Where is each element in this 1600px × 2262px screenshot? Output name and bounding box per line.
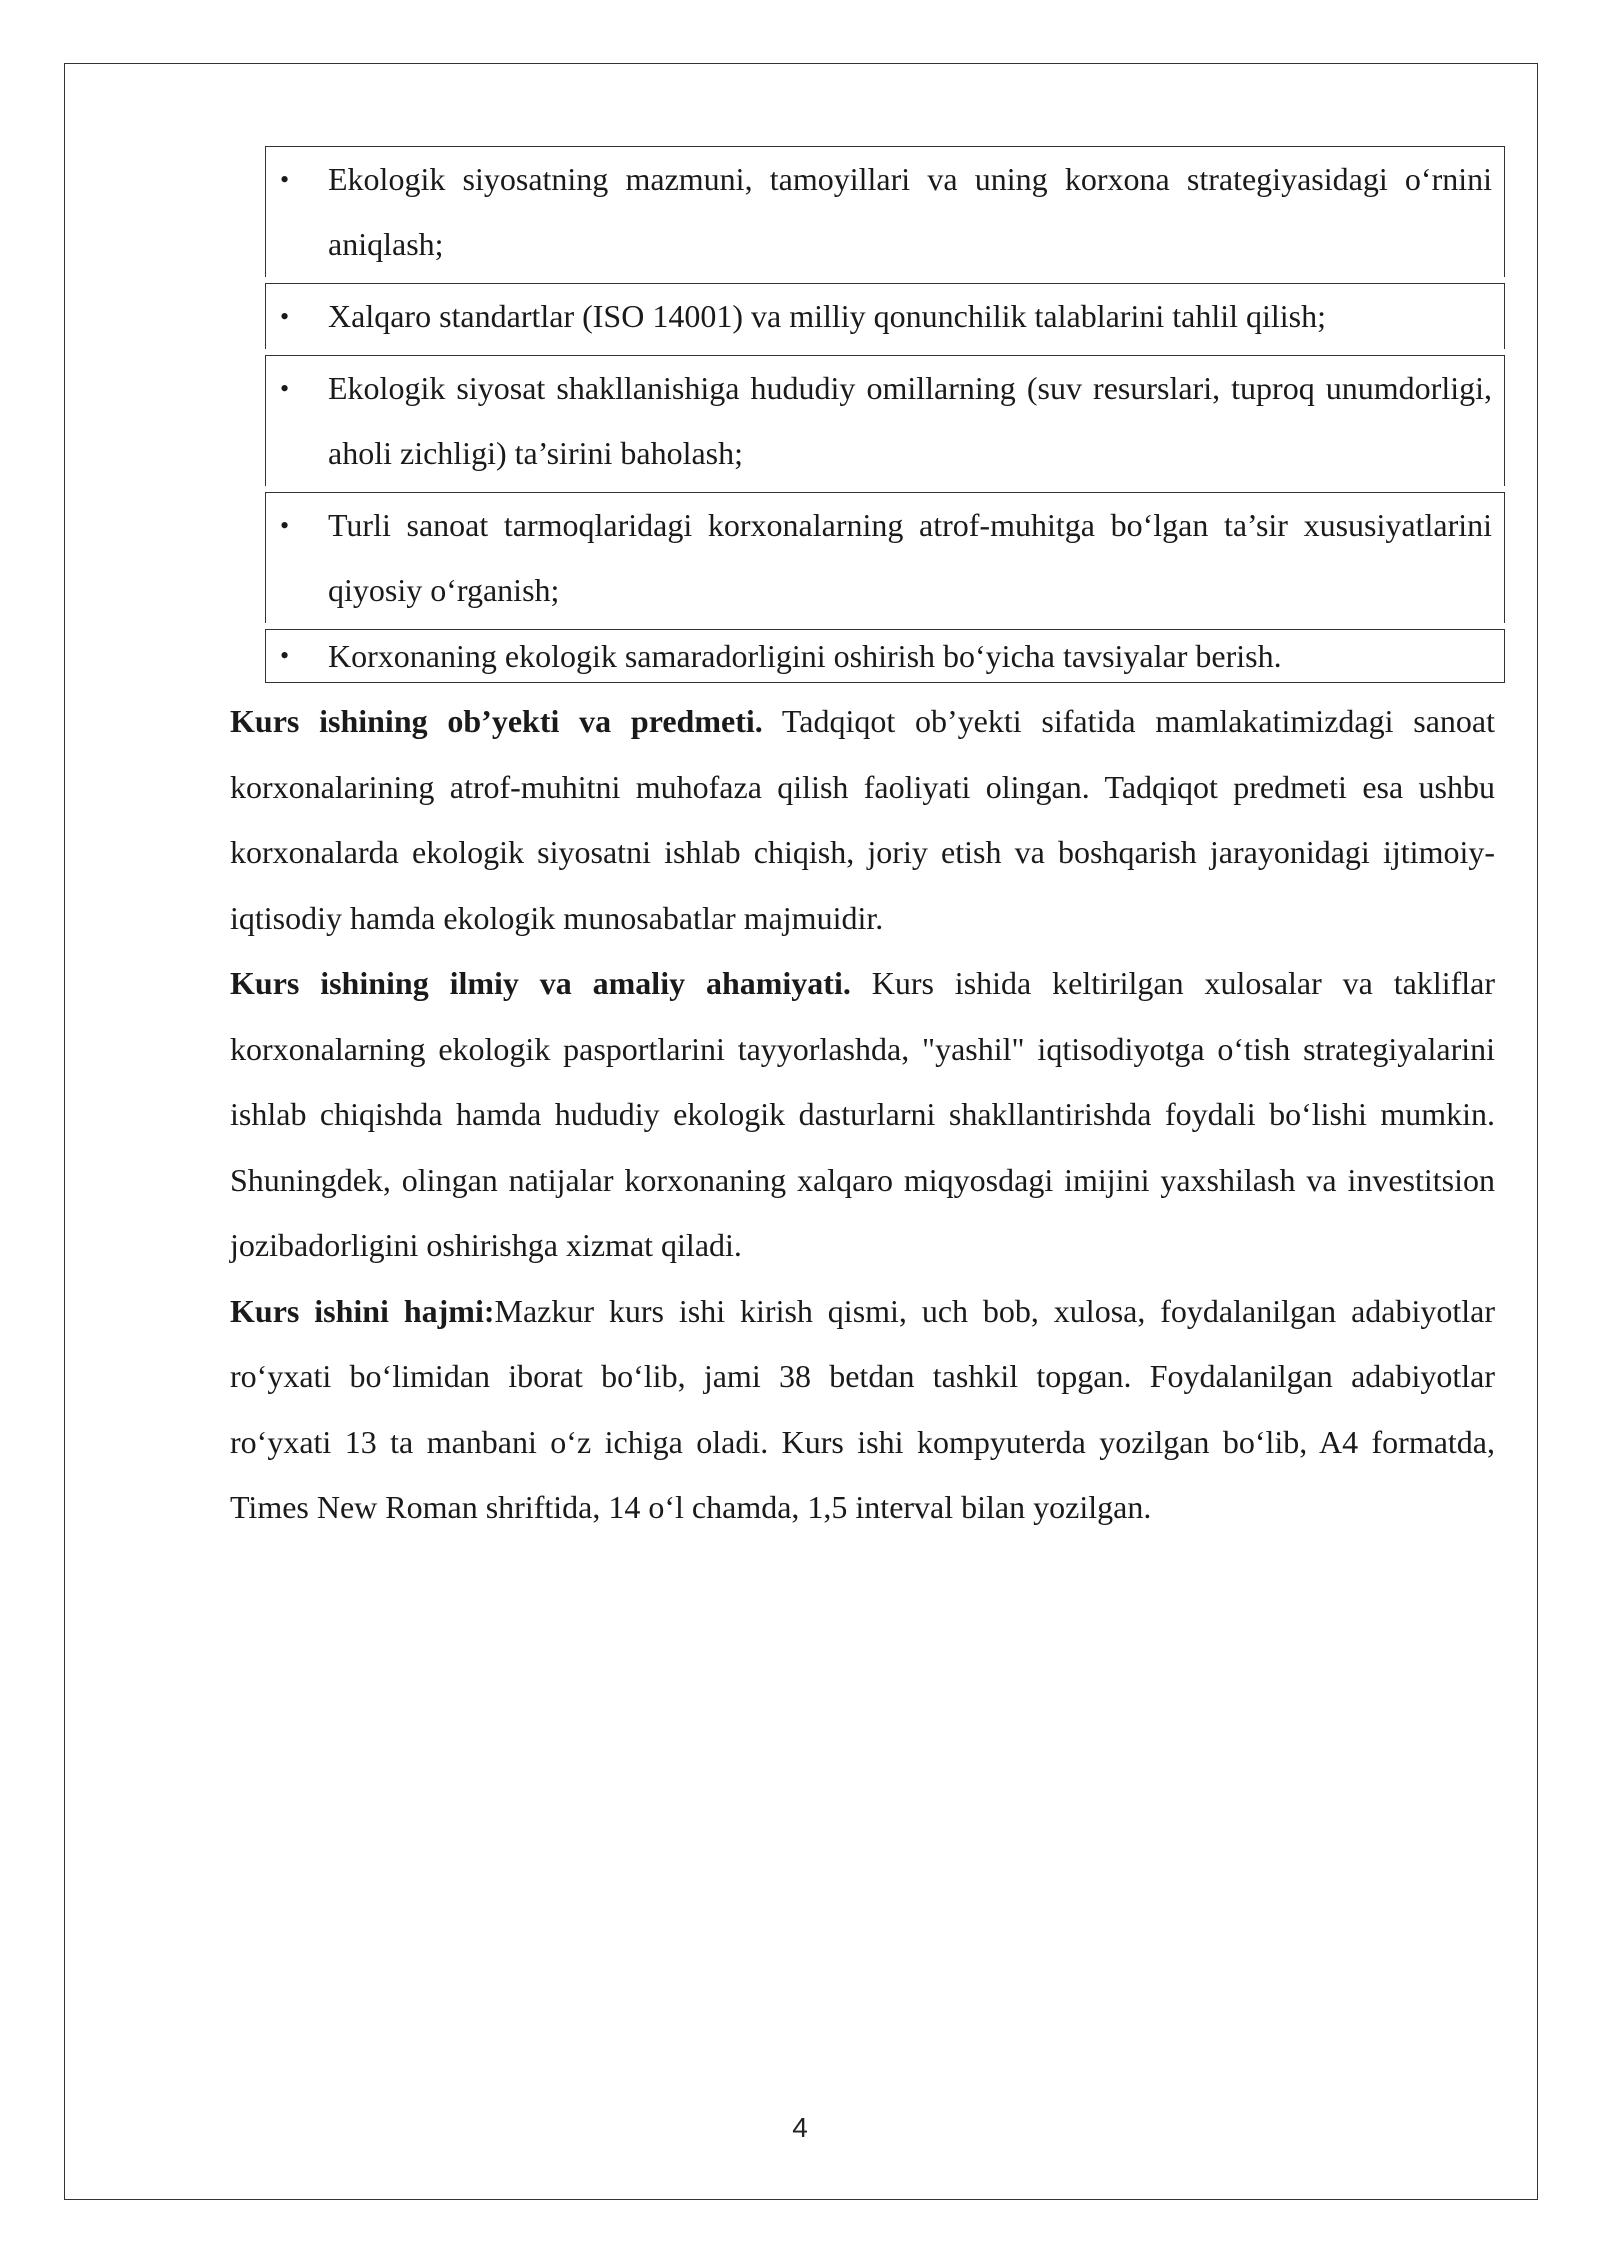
bullet-text: Xalqaro standartlar (ISO 14001) va milliy qonunchilik talablarini tahlil qilish; bbox=[328, 298, 1327, 334]
bullet-dot-icon: • bbox=[280, 302, 290, 331]
bullet-dot-icon: • bbox=[280, 511, 290, 540]
document-body bbox=[230, 146, 1495, 1541]
bullet-item-1 bbox=[265, 146, 1505, 277]
section-significance bbox=[230, 951, 1495, 1279]
bullet-item-4 bbox=[265, 492, 1505, 623]
bullet-dot-icon: • bbox=[280, 374, 290, 403]
page-number: 4 bbox=[792, 2112, 808, 2143]
bullet-item-5 bbox=[265, 629, 1505, 683]
section-volume bbox=[230, 1279, 1495, 1541]
bullet-text: Korxonaning ekologik samaradorligini oshirish bo‘yicha tavsiyalar berish. bbox=[328, 638, 1282, 674]
section-text: Tadqiqot ob’yekti sifatida mamlakatimizdagi sanoat korxonalarining atrof-muhitni muhofaza qilish faoliyati olingan. Tadqiqot predmeti esa ushbu korxonalarda ekologik siyosatni ishlab chiqish, joriy etish va boshqarish jarayonidagi ijtimoiy-iqtisodiy hamda ekologik munosabatlar majmuidir. bbox=[230, 703, 1496, 936]
section-text: Kurs ishida keltirilgan xulosalar va takliflar korxonalarning ekologik pasportlarini tayyorlashda, "yashil" iqtisodiyotga o‘tish strategiyalarini ishlab chiqishda hamda hududiy ekologik dasturlarni shakllantirishda foydali bo‘lishi mumkin. Shuningdek, olingan natijalar korxonaning xalqaro miqyosdagi imijini yaxshilash va investitsion jozibadorligini oshirishga xizmat qiladi. bbox=[230, 965, 1496, 1263]
section-heading: Kurs ishining ilmiy va amaliy ahamiyati. bbox=[230, 965, 851, 1001]
bullet-dot-icon: • bbox=[280, 641, 290, 670]
section-text: Mazkur kurs ishi kirish qismi, uch bob, xulosa, foydalanilgan adabiyotlar ro‘yxati bo‘limidan iborat bo‘lib, jami 38 betdan tashkil topgan. Foydalanilgan adabiyotlar ro‘yxati 13 ta manbani o‘z ichiga oladi. Kurs ishi kompyuterda yozilgan bo‘lib, A4 formatda, Times New Roman shriftida, 14 o‘l chamda, 1,5 interval bilan yozilgan. bbox=[230, 1292, 1496, 1525]
bullet-text: Turli sanoat tarmoqlaridagi korxonalarning atrof-muhitga bo‘lgan ta’sir xususiyatlarini qiyosiy o‘rganish; bbox=[328, 507, 1492, 608]
bullet-item-3 bbox=[265, 355, 1505, 486]
section-heading: Kurs ishining ob’yekti va predmeti. bbox=[230, 703, 763, 739]
section-object-subject bbox=[230, 689, 1495, 951]
bullet-text: Ekologik siyosat shakllanishiga hududiy omillarning (suv resurslari, tuproq unumdorligi, aholi zichligi) ta’sirini baholash; bbox=[328, 370, 1492, 471]
section-heading: Kurs ishini hajmi: bbox=[230, 1292, 495, 1329]
bullet-dot-icon: • bbox=[280, 165, 290, 194]
bullet-text: Ekologik siyosatning mazmuni, tamoyillari va uning korxona strategiyasidagi o‘rnini aniqlash; bbox=[328, 161, 1492, 262]
bullet-item-2 bbox=[265, 283, 1505, 349]
